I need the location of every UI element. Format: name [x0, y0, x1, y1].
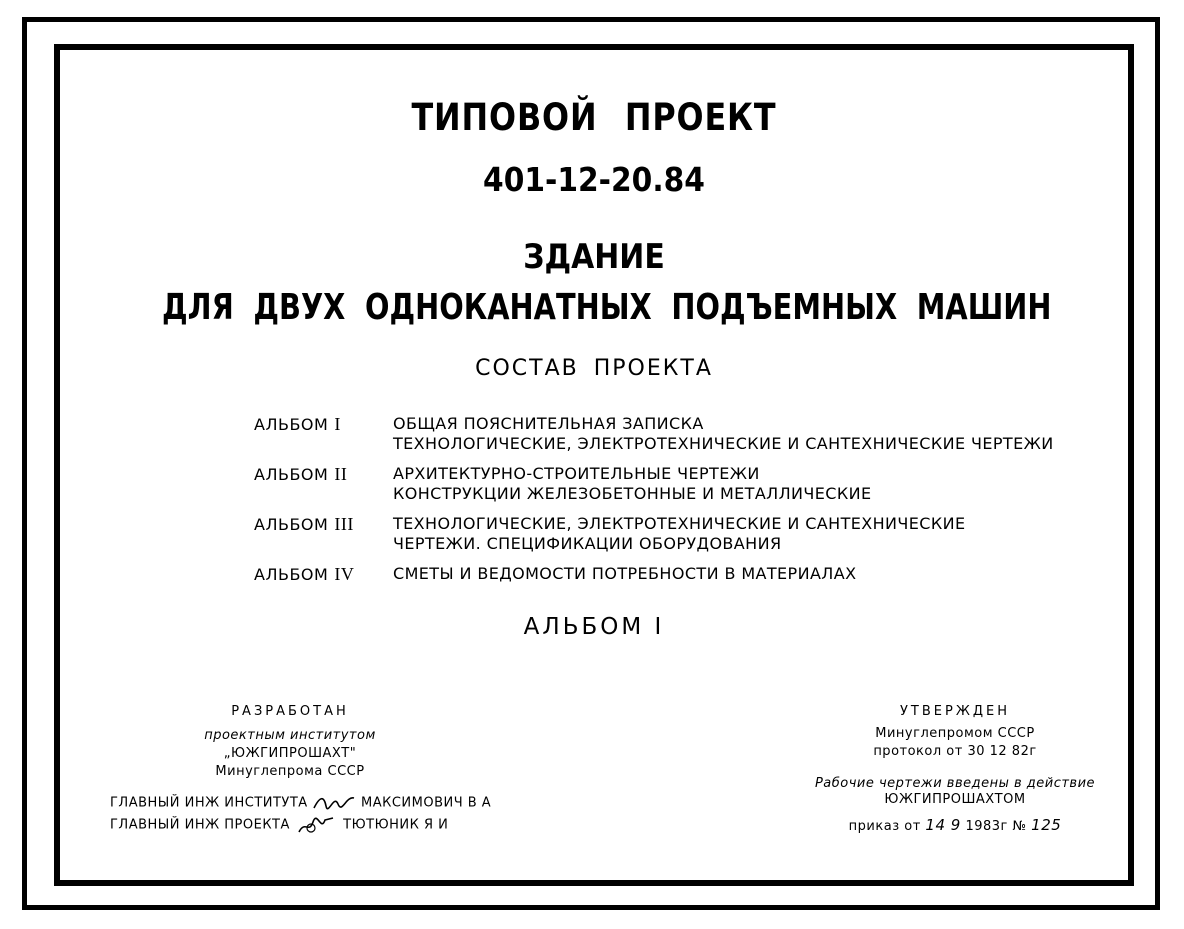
order-number: 125 [1031, 816, 1062, 834]
album-description-line1: СМЕТЫ И ВЕДОМОСТИ ПОТРЕБНОСТИ В МАТЕРИАЛАХ [393, 564, 857, 583]
developed-ministry: Минуглепрома СССР [215, 764, 365, 779]
developed-institute-name: „ЮЖГИПРОШАХТ" [223, 746, 357, 761]
approved-ministry: Минуглепромом СССР [875, 726, 1035, 741]
composition-title: СОСТАВ ПРОЕКТА [475, 356, 713, 381]
album-description-line1: АРХИТЕКТУРНО-СТРОИТЕЛЬНЫЕ ЧЕРТЕЖИ [393, 464, 760, 483]
album-description-line1: ОБЩАЯ ПОЯСНИТЕЛЬНАЯ ЗАПИСКА [393, 414, 704, 433]
approved-institute: ЮЖГИПРОШАХТОМ [884, 792, 1026, 807]
chief-project-name: ТЮТЮНИК Я И [343, 817, 449, 833]
chief-project-role: ГЛАВНЫЙ ИНЖ ПРОЕКТА [110, 817, 290, 833]
developed-institute-line: проектным институтом [204, 728, 376, 743]
approved-order [800, 816, 1110, 834]
chief-engineer-project-row [110, 814, 448, 836]
signature-icon [312, 792, 356, 814]
project-number: 401-12-20.84 [483, 160, 705, 199]
album-description-line1: ТЕХНОЛОГИЧЕСКИЕ, ЭЛЕКТРОТЕХНИЧЕСКИЕ И САНТЕХНИЧЕСКИЕ [393, 514, 966, 533]
album-description-line2: КОНСТРУКЦИИ ЖЕЛЕЗОБЕТОННЫЕ И МЕТАЛЛИЧЕСКИЕ [393, 484, 872, 503]
album-label: АЛЬБОМ [254, 515, 329, 534]
album-label: АЛЬБОМ [254, 465, 329, 484]
building-title-line2: ДЛЯ ДВУХ ОДНОКАНАТНЫХ ПОДЪЕМНЫХ МАШИН [162, 287, 1052, 328]
order-date: 14 9 [925, 816, 961, 834]
current-album: АЛЬБОМ I [523, 614, 665, 640]
album-roman-number: I [334, 414, 341, 434]
chief-institute-name: МАКСИМОВИЧ В А [360, 795, 492, 811]
chief-institute-role: ГЛАВНЫЙ ИНЖ ИНСТИТУТА [110, 795, 308, 811]
approved-protocol: протокол от 30 12 82г [873, 744, 1037, 759]
developed-heading: РАЗРАБОТАН [231, 704, 349, 719]
album-description-line2: ТЕХНОЛОГИЧЕСКИЕ, ЭЛЕКТРОТЕХНИЧЕСКИЕ И САНТЕХНИЧЕСКИЕ ЧЕРТЕЖИ [393, 434, 1054, 453]
album-description-line2: ЧЕРТЕЖИ. СПЕЦИФИКАЦИИ ОБОРУДОВАНИЯ [393, 534, 782, 553]
order-prefix: приказ от [848, 819, 921, 834]
signature-icon [295, 814, 339, 836]
approved-working-drawings: Рабочие чертежи введены в действие [814, 776, 1096, 791]
album-label: АЛЬБОМ [254, 565, 329, 584]
album-roman-number: IV [334, 564, 355, 584]
approved-heading: УТВЕРЖДЕН [900, 704, 1010, 719]
album-roman-number: III [334, 514, 354, 534]
building-title-line1: ЗДАНИЕ [523, 237, 665, 277]
album-label: АЛЬБОМ [254, 415, 329, 434]
album-roman-number: II [334, 464, 348, 484]
document-title: ТИПОВОЙ ПРОЕКТ [411, 96, 777, 139]
order-year: 1983г № [965, 819, 1027, 834]
chief-engineer-institute-row [110, 792, 491, 814]
